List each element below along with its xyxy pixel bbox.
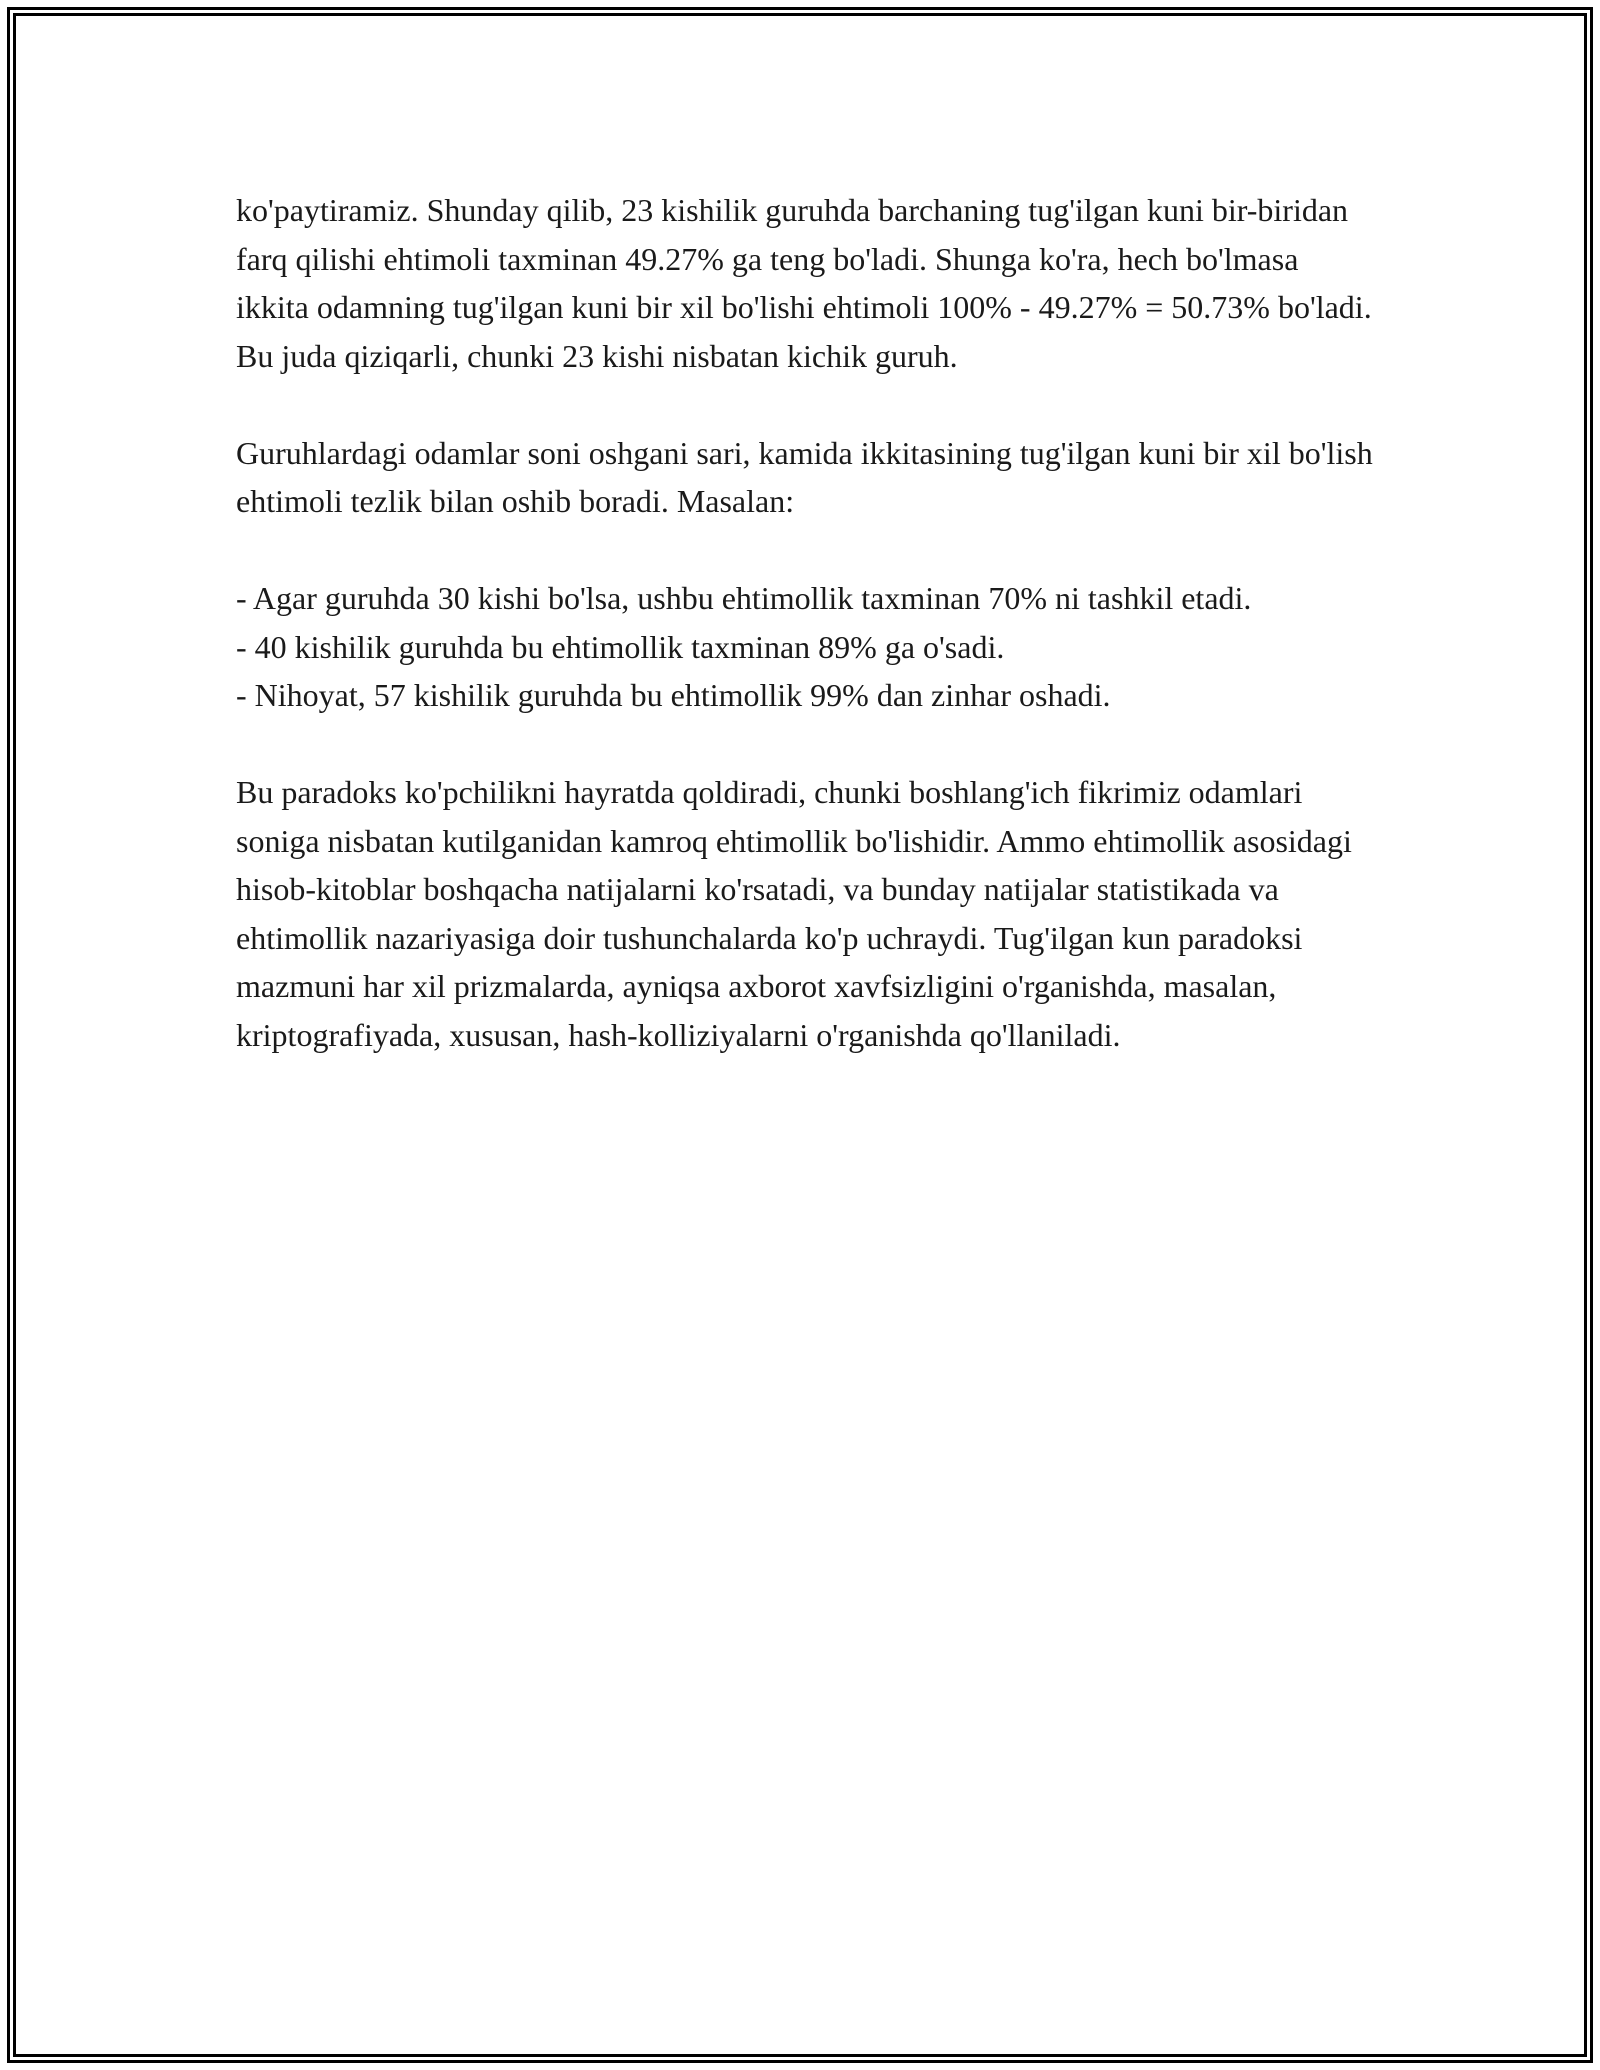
probability-list xyxy=(236,574,1376,720)
paragraph-probability-23: ko'paytiramiz. Shunday qilib, 23 kishilik guruhda barchaning tug'ilgan kuni bir-biridan farq qilishi ehtimoli taxminan 49.27% ga teng bo'ladi. Shunga ko'ra, hech bo'lmasa ikkita odamning tug'ilgan kuni bir xil bo'lishi ehtimoli 100% - 49.27% = 50.73% bo'ladi. Bu juda qiziqarli, chunki 23 kishi nisbatan kichik guruh. xyxy=(236,192,1372,374)
list-item: - 40 kishilik guruhda bu ehtimollik taxminan 89% ga o'sadi. xyxy=(236,628,1005,665)
list-item: - Agar guruhda 30 kishi bo'lsa, ushbu ehtimollik taxminan 70% ni tashkil etadi. xyxy=(236,580,1252,616)
document-body xyxy=(236,186,1376,1108)
paragraph-group-growth: Guruhlardagi odamlar soni oshgani sari, kamida ikkitasining tug'ilgan kuni bir xil bo'lish ehtimoli tezlik bilan oshib boradi. Masalan: xyxy=(236,434,1373,519)
paragraph-paradox-conclusion: Bu paradoks ko'pchilikni hayratda qoldiradi, chunki boshlang'ich fikrimiz odamlari soniga nisbatan kutilganidan kamroq ehtimollik bo'lishidir. Ammo ehtimollik asosidagi hisob-kitoblar boshqacha natijalarni ko'rsatadi, va bunday natijalar statistikada va ehtimollik nazariyasiga doir tushunchalarda ko'p uchraydi. Tug'ilgan kun paradoksi mazmuni har xil prizmalarda, ayniqsa axborot xavfsizligini o'rganishda, masalan, kriptografiyada, xususan, hash-kolliziyalarni o'rganishda qo'llaniladi. xyxy=(236,774,1352,1053)
list-item: - Nihoyat, 57 kishilik guruhda bu ehtimollik 99% dan zinhar oshadi. xyxy=(236,677,1111,713)
